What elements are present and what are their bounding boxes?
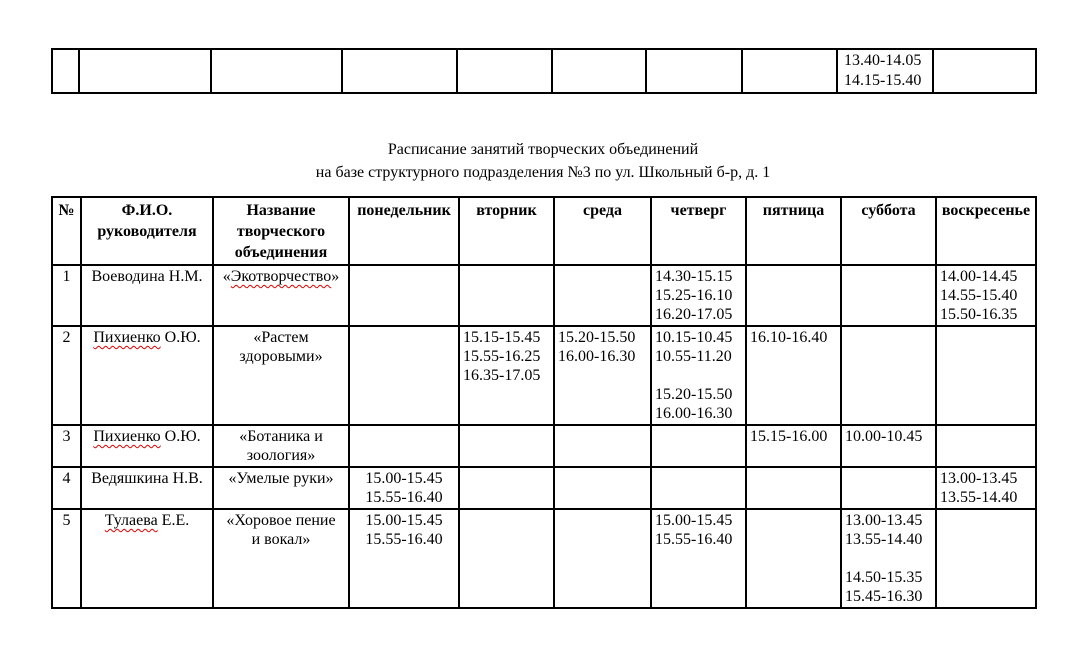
time-slot: 13.40-14.05 <box>844 52 922 69</box>
column-header-8 <box>841 197 936 265</box>
previous-table-cell <box>837 49 933 93</box>
row-number-cell: 3 <box>52 425 81 467</box>
schedule-row <box>52 326 1036 425</box>
time-slot <box>559 51 642 71</box>
column-header-3 <box>349 197 459 265</box>
day-schedule-cell <box>841 265 936 326</box>
day-schedule-cell <box>841 467 936 509</box>
time-slot: 14.55-15.40 <box>940 287 1018 304</box>
program-line: «Ботаника и <box>239 428 323 445</box>
program-name-cell <box>213 509 349 608</box>
day-schedule-cell <box>841 326 936 425</box>
previous-table-cell <box>211 49 342 93</box>
header-line: четверг <box>670 202 727 219</box>
program-line: «Умелые руки» <box>228 470 334 487</box>
day-schedule-cell <box>554 509 651 608</box>
time-slot: 13.00-13.45 <box>940 470 1018 487</box>
time-slot: 15.55-16.40 <box>365 531 443 548</box>
time-slot <box>749 51 833 71</box>
time-slot: 13.55-14.40 <box>940 489 1018 506</box>
leader-name-cell: Пихиенко О.Ю. <box>81 425 213 467</box>
column-header-6 <box>651 197 746 265</box>
column-header-9 <box>936 197 1036 265</box>
program-line: «Экотворчество» <box>222 268 340 285</box>
title-line-1: Расписание занятий творческих объединений <box>387 141 699 158</box>
time-slot: 10.00-10.45 <box>845 428 923 445</box>
time-slot: 13.55-14.40 <box>845 531 923 548</box>
time-slot: 15.15-16.00 <box>750 428 828 445</box>
leader-name-cell: Воеводина Н.М. <box>81 265 213 326</box>
day-schedule-cell <box>459 326 554 425</box>
time-slot: 16.00-16.30 <box>655 405 733 422</box>
header-line: суббота <box>861 202 916 219</box>
column-header-4 <box>459 197 554 265</box>
title-line-2: на базе структурного подразделения №3 по ул. Школьный б-р, д. 1 <box>315 164 771 181</box>
day-schedule-cell <box>554 265 651 326</box>
day-schedule-cell <box>459 265 554 326</box>
day-schedule-cell <box>746 326 841 425</box>
header-line: Название <box>246 202 316 219</box>
header-line: № <box>58 202 75 219</box>
day-schedule-cell <box>651 509 746 608</box>
day-schedule-cell <box>936 509 1036 608</box>
schedule-row <box>52 467 1036 509</box>
time-slot: 14.30-15.15 <box>655 268 733 285</box>
day-schedule-cell <box>746 467 841 509</box>
time-slot: 15.00-15.45 <box>365 470 443 487</box>
column-header-1 <box>81 197 213 265</box>
schedule-row <box>52 509 1036 608</box>
time-slot: 15.55-16.25 <box>463 348 541 365</box>
program-line: и вокал» <box>251 531 311 548</box>
previous-table-cell <box>342 49 457 93</box>
time-slot: 15.20-15.50 <box>655 386 733 403</box>
column-header-5 <box>554 197 651 265</box>
time-slot <box>218 51 338 71</box>
day-schedule-cell <box>841 425 936 467</box>
day-schedule-cell <box>554 467 651 509</box>
program-name-cell <box>213 425 349 467</box>
spellcheck-squiggle: Пихиенко <box>93 329 161 346</box>
row-number-cell: 5 <box>52 509 81 608</box>
column-header-2 <box>213 197 349 265</box>
row-number-cell: 1 <box>52 265 81 326</box>
day-schedule-cell <box>651 425 746 467</box>
header-line: понедельник <box>357 202 451 219</box>
previous-schedule-table-fragment <box>51 48 1037 94</box>
day-schedule-cell <box>349 509 459 608</box>
day-schedule-cell <box>746 509 841 608</box>
page-title <box>51 138 1035 184</box>
spellcheck-squiggle: Тулаева <box>104 512 158 529</box>
schedule-table <box>51 196 1037 609</box>
day-schedule-cell <box>349 425 459 467</box>
time-slot: 14.00-14.45 <box>940 268 1018 285</box>
day-schedule-cell <box>349 326 459 425</box>
time-slot: 16.00-16.30 <box>558 348 636 365</box>
day-schedule-cell <box>936 265 1036 326</box>
previous-table-cell <box>79 49 211 93</box>
day-schedule-cell <box>936 425 1036 467</box>
header-line: объединения <box>234 244 328 261</box>
time-slot: 14.15-15.40 <box>844 72 922 89</box>
day-schedule-cell <box>554 425 651 467</box>
time-slot: 16.20-17.05 <box>655 306 733 323</box>
previous-table-cell <box>933 49 1036 93</box>
previous-table-cell <box>646 49 742 93</box>
day-schedule-cell <box>554 326 651 425</box>
program-name-cell <box>213 326 349 425</box>
time-slot: 15.00-15.45 <box>655 512 733 529</box>
time-slot <box>349 51 453 71</box>
program-line: «Растем <box>253 329 309 346</box>
previous-table-cell <box>457 49 552 93</box>
time-slot: 14.50-15.35 <box>845 569 923 586</box>
time-slot: 15.25-16.10 <box>655 287 733 304</box>
time-slot: 13.00-13.45 <box>845 512 923 529</box>
header-line: воскресенье <box>941 202 1031 219</box>
previous-table-cell <box>52 49 79 93</box>
header-line: творческого <box>236 223 326 240</box>
previous-table-cell <box>552 49 646 93</box>
time-slot: 15.00-15.45 <box>365 512 443 529</box>
time-slot: 15.55-16.40 <box>365 489 443 506</box>
column-header-7 <box>746 197 841 265</box>
day-schedule-cell <box>651 326 746 425</box>
schedule-row <box>52 265 1036 326</box>
time-slot: 15.55-16.40 <box>655 531 733 548</box>
day-schedule-cell <box>459 509 554 608</box>
row-number-cell: 2 <box>52 326 81 425</box>
previous-table-row <box>52 49 1036 93</box>
program-name-cell <box>213 265 349 326</box>
program-line: «Хоровое пение <box>226 512 336 529</box>
row-number-cell: 4 <box>52 467 81 509</box>
day-schedule-cell <box>746 425 841 467</box>
time-slot <box>59 51 75 71</box>
time-slot <box>464 51 548 71</box>
header-line: пятница <box>762 202 825 219</box>
program-line: зоология» <box>246 447 316 464</box>
previous-table-cell <box>742 49 837 93</box>
day-schedule-cell <box>841 509 936 608</box>
header-line: Ф.И.О. <box>121 202 173 219</box>
time-slot <box>845 549 932 568</box>
leader-name-cell: Тулаева Е.Е. <box>81 509 213 608</box>
header-line: среда <box>583 202 622 219</box>
day-schedule-cell <box>349 467 459 509</box>
time-slot <box>653 51 738 71</box>
time-slot: 10.55-11.20 <box>655 348 732 365</box>
program-name-cell <box>213 467 349 509</box>
time-slot: 10.15-10.45 <box>655 329 733 346</box>
time-slot: 16.35-17.05 <box>463 367 541 384</box>
day-schedule-cell <box>459 425 554 467</box>
time-slot <box>655 366 742 385</box>
day-schedule-cell <box>651 265 746 326</box>
leader-name-cell: Пихиенко О.Ю. <box>81 326 213 425</box>
day-schedule-cell <box>651 467 746 509</box>
leader-name-cell: Ведяшкина Н.В. <box>81 467 213 509</box>
spellcheck-squiggle: Пихиенко <box>93 428 161 445</box>
day-schedule-cell <box>936 467 1036 509</box>
day-schedule-cell <box>936 326 1036 425</box>
header-line: руководителя <box>97 223 197 240</box>
header-line: вторник <box>476 202 537 219</box>
column-header-0 <box>52 197 81 265</box>
schedule-header-row <box>52 197 1036 265</box>
time-slot: 15.50-16.35 <box>940 306 1018 323</box>
time-slot: 15.20-15.50 <box>558 329 636 346</box>
schedule-row <box>52 425 1036 467</box>
time-slot <box>86 51 207 71</box>
time-slot: 15.45-16.30 <box>845 588 923 605</box>
spellcheck-squiggle: Экотворчество <box>230 268 332 285</box>
day-schedule-cell <box>349 265 459 326</box>
day-schedule-cell <box>459 467 554 509</box>
time-slot <box>940 51 1032 71</box>
program-line: здоровыми» <box>239 348 323 365</box>
time-slot: 15.15-15.45 <box>463 329 541 346</box>
time-slot: 16.10-16.40 <box>750 329 828 346</box>
day-schedule-cell <box>746 265 841 326</box>
